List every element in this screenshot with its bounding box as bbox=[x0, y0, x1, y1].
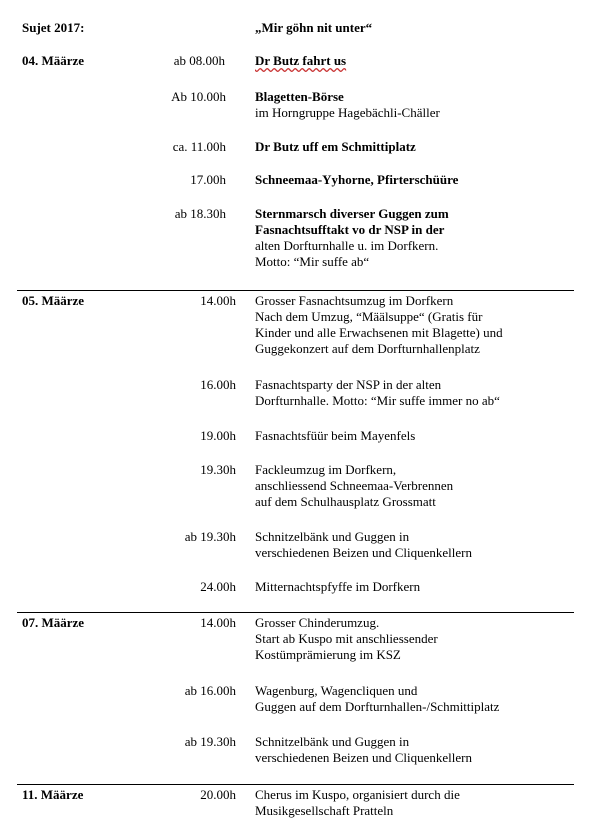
event-time: ab 19.30h bbox=[184, 734, 236, 749]
event-line: Schnitzelbänk und Guggen in bbox=[255, 734, 410, 749]
event-line: Fackleumzug im Dorfkern, bbox=[255, 462, 397, 477]
event-time: Ab 10.00h bbox=[171, 89, 226, 104]
event-line: Grosser Fasnachtsumzug im Dorfkern bbox=[255, 293, 454, 308]
event-description bbox=[255, 293, 585, 357]
event-time: 14.00h bbox=[200, 293, 236, 308]
event-line: Dr Butz fahrt us bbox=[255, 53, 347, 68]
event-time: ab 16.00h bbox=[184, 683, 236, 698]
event-line: Schneemaa-Yyhorne, Pfirterschüüre bbox=[255, 172, 459, 187]
day-label: 04. Määrze bbox=[22, 53, 85, 68]
event-time: 20.00h bbox=[200, 787, 236, 802]
event-line: Musikgesellschaft Pratteln bbox=[255, 803, 394, 818]
event-description bbox=[255, 206, 585, 270]
event-line: auf dem Schulhausplatz Grossmatt bbox=[255, 494, 436, 509]
event-line: Guggekonzert auf dem Dorfturnhallenplatz bbox=[255, 341, 480, 356]
event-time: 19.00h bbox=[200, 428, 236, 443]
event-description bbox=[255, 683, 585, 715]
event-time: ca. 11.00h bbox=[172, 139, 226, 154]
header bbox=[22, 20, 582, 38]
event-line: Dr Butz uff em Schmittiplatz bbox=[255, 139, 416, 154]
event-description bbox=[255, 172, 585, 188]
day-divider bbox=[17, 612, 574, 613]
day-divider bbox=[17, 784, 574, 785]
event-description bbox=[255, 428, 585, 444]
event-description bbox=[255, 462, 585, 510]
day-divider bbox=[17, 290, 574, 291]
event-line: Mitternachtspfyffe im Dorfkern bbox=[255, 579, 421, 594]
event-description bbox=[255, 377, 585, 409]
event-description bbox=[255, 615, 585, 663]
day-label: 07. Määrze bbox=[22, 615, 85, 630]
event-time: 24.00h bbox=[200, 579, 236, 594]
event-line: im Horngruppe Hagebächli-Chäller bbox=[255, 105, 440, 120]
event-time: 16.00h bbox=[200, 377, 236, 392]
event-line: Fasnachtsparty der NSP in der alten bbox=[255, 377, 442, 392]
event-line: Sternmarsch diverser Guggen zum bbox=[255, 206, 449, 221]
event-time: ab 18.30h bbox=[174, 206, 226, 221]
day-label: 11. Määrze bbox=[22, 787, 84, 802]
event-line: Schnitzelbänk und Guggen in bbox=[255, 529, 410, 544]
event-line: Grosser Chinderumzug. bbox=[255, 615, 380, 630]
event-line: Cherus im Kuspo, organisiert durch die bbox=[255, 787, 460, 802]
event-description bbox=[255, 734, 585, 766]
event-description bbox=[255, 579, 585, 595]
event-line: Fasnachtsfüür beim Mayenfels bbox=[255, 428, 416, 443]
event-time: ab 08.00h bbox=[173, 53, 225, 68]
event-line: Fasnachtsufftakt vo dr NSP in der bbox=[255, 222, 445, 237]
event-line: verschiedenen Beizen und Cliquenkellern bbox=[255, 750, 472, 765]
event-description bbox=[255, 787, 585, 819]
event-line: Wagenburg, Wagencliquen und bbox=[255, 683, 418, 698]
event-line: verschiedenen Beizen und Cliquenkellern bbox=[255, 545, 472, 560]
event-line: Kostümprämierung im KSZ bbox=[255, 647, 401, 662]
event-description bbox=[255, 139, 585, 155]
event-line: anschliessend Schneemaa-Verbrennen bbox=[255, 478, 454, 493]
event-description bbox=[255, 89, 585, 121]
event-line: Start ab Kuspo mit anschliessender bbox=[255, 631, 438, 646]
event-description bbox=[255, 529, 585, 561]
event-time: 17.00h bbox=[190, 172, 226, 187]
event-line: Dorfturnhalle. Motto: “Mir suffe immer no ab“ bbox=[255, 393, 500, 408]
event-time: ab 19.30h bbox=[184, 529, 236, 544]
event-line: alten Dorfturnhalle u. im Dorfkern. bbox=[255, 238, 439, 253]
event-time: 14.00h bbox=[200, 615, 236, 630]
event-description bbox=[255, 53, 585, 69]
event-time: 19.30h bbox=[200, 462, 236, 477]
sujet-label: Sujet 2017: bbox=[22, 20, 85, 35]
event-line: Guggen auf dem Dorfturnhallen-/Schmittiplatz bbox=[255, 699, 500, 714]
day-label: 05. Määrze bbox=[22, 293, 85, 308]
event-line: Blagetten-Börse bbox=[255, 89, 344, 104]
sujet-motto: „Mir göhn nit unter“ bbox=[255, 20, 373, 35]
event-line: Kinder und alle Erwachsenen mit Blagette) und bbox=[255, 325, 503, 340]
event-line: Motto: “Mir suffe ab“ bbox=[255, 254, 370, 269]
event-line: Nach dem Umzug, “Määlsuppe“ (Gratis für bbox=[255, 309, 483, 324]
